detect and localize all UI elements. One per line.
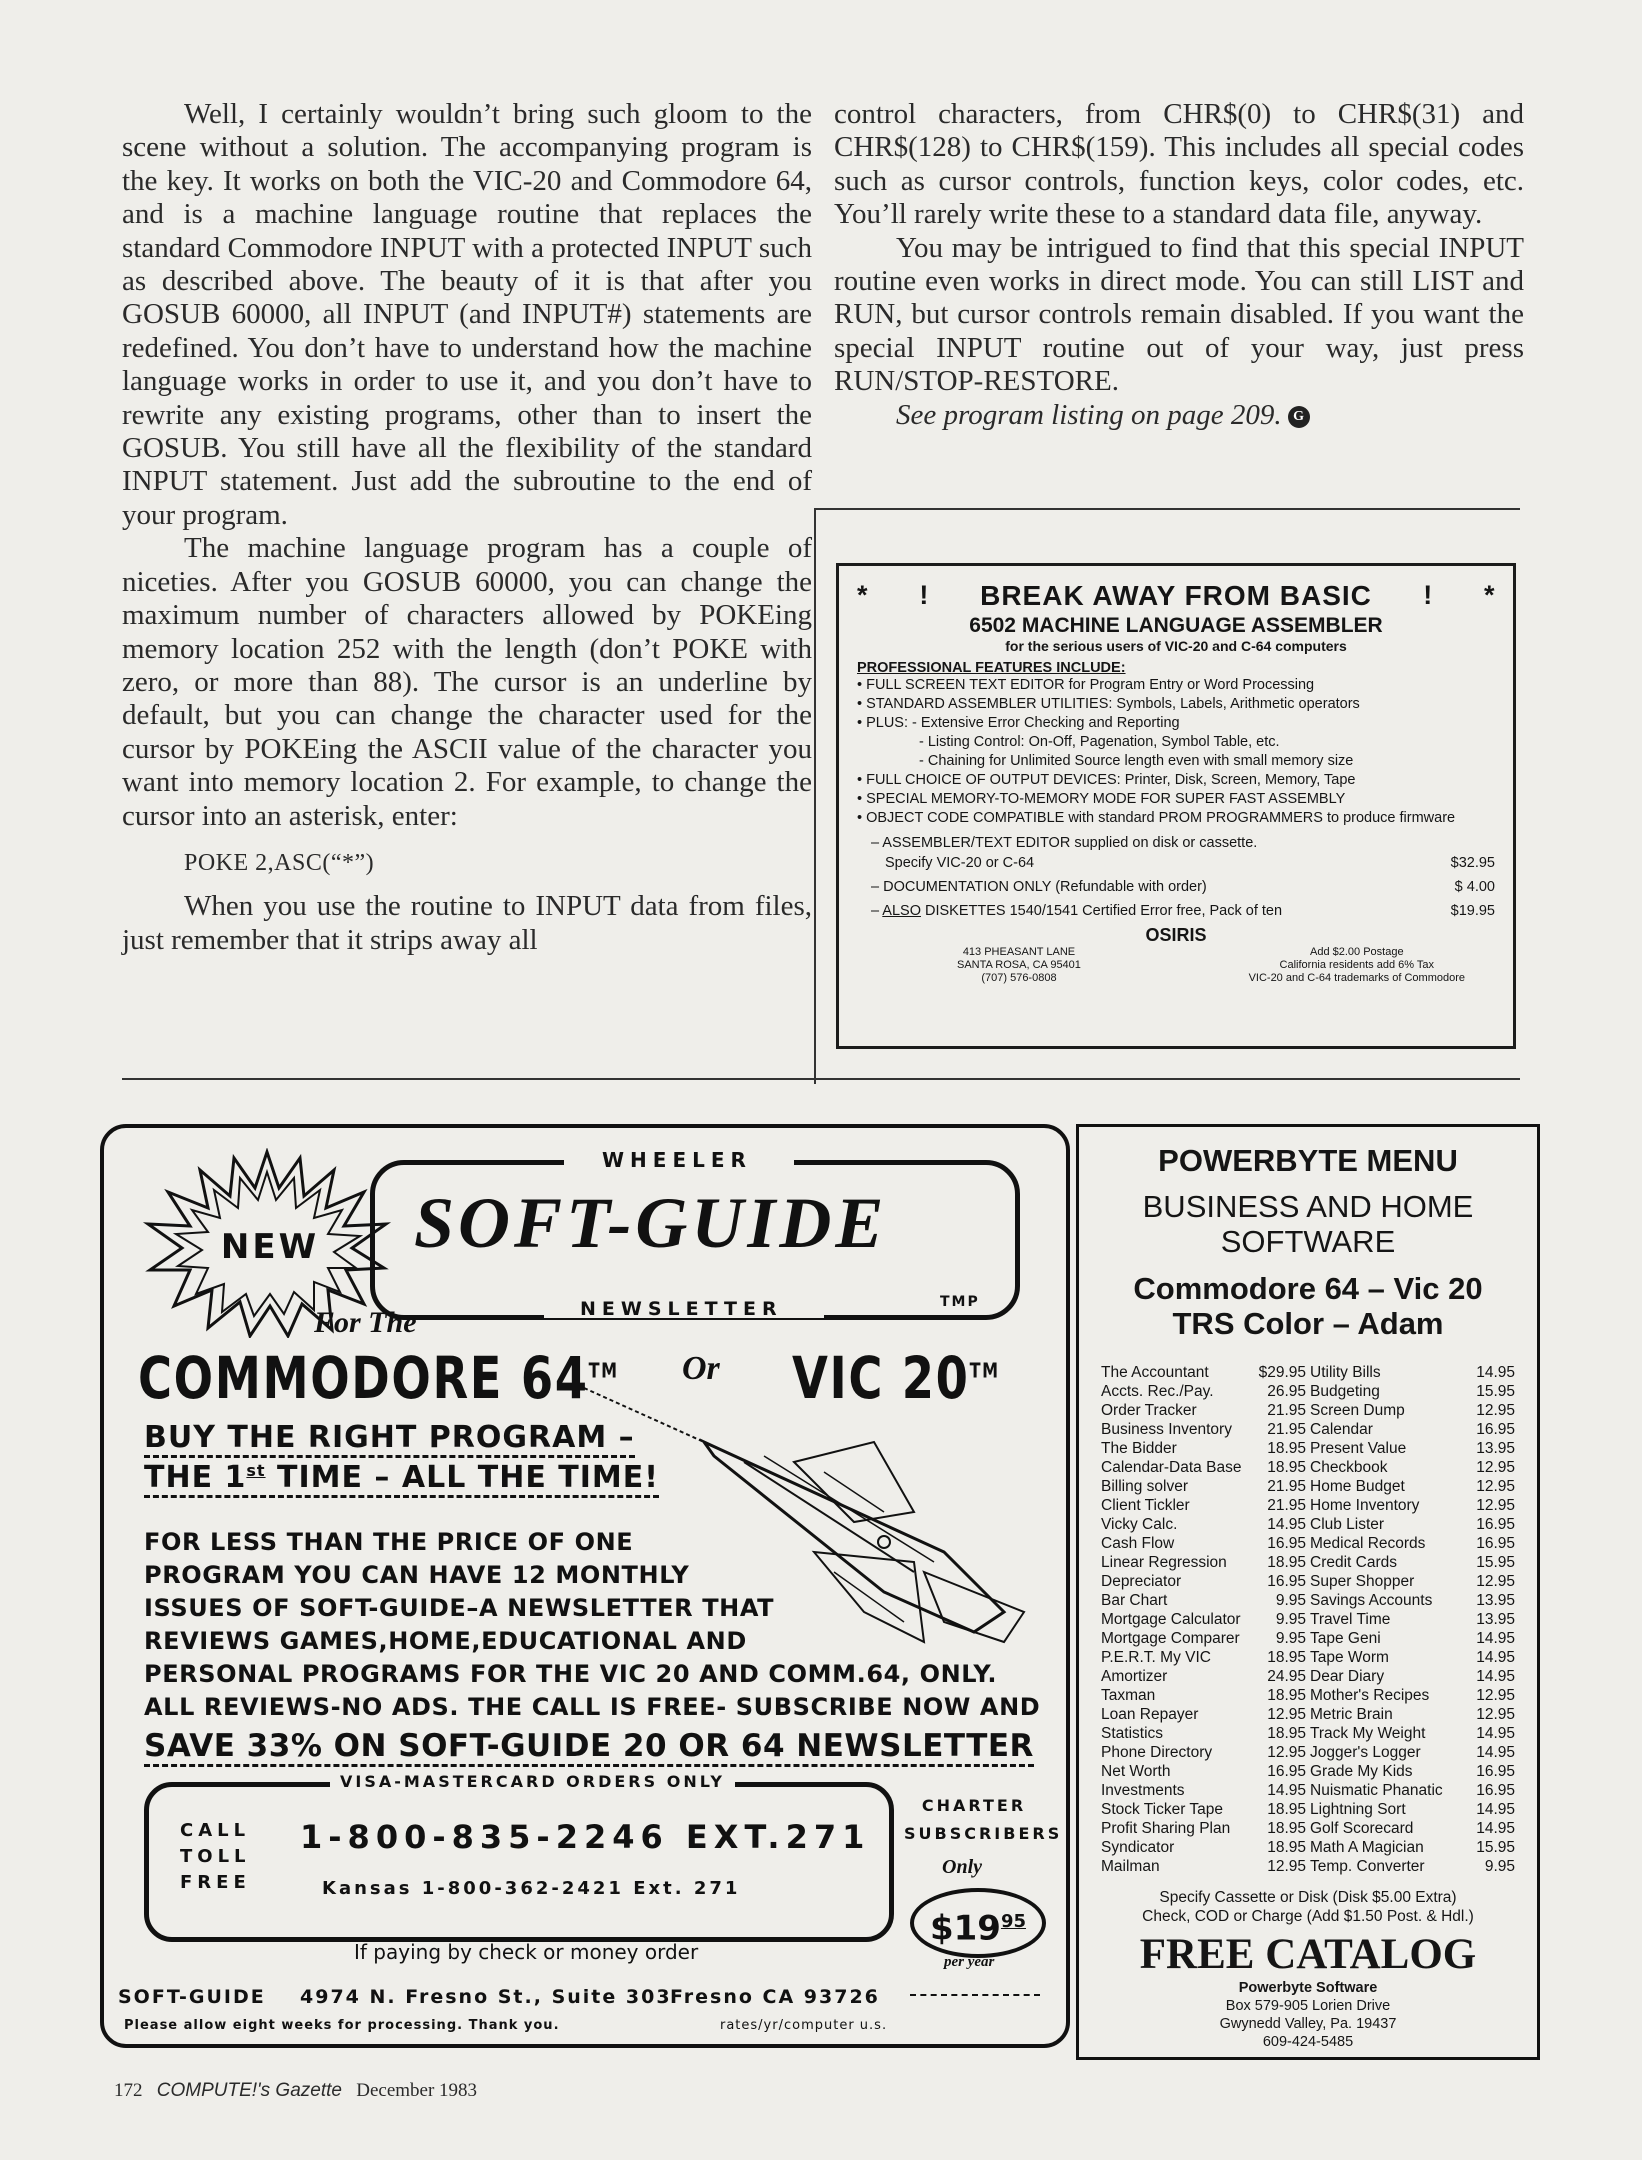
page-number: 172: [114, 2080, 143, 2101]
product-name: Calendar-Data Base: [1101, 1459, 1242, 1476]
product-name: The Accountant: [1101, 1364, 1209, 1381]
product-name: Tape Worm: [1310, 1649, 1389, 1666]
price-list-item: [1310, 1705, 1515, 1724]
article-column-2: [834, 98, 1524, 432]
price-list-item: [1101, 1534, 1306, 1553]
product-price: 12.95: [1267, 1706, 1306, 1723]
product-name: Super Shopper: [1310, 1573, 1415, 1590]
product-name: Lightning Sort: [1310, 1801, 1406, 1818]
commodore-64-heading: COMMODORE 64™: [138, 1344, 619, 1412]
price-list-item: [1101, 1363, 1306, 1382]
osiris-headline-row: [857, 580, 1495, 612]
product-price: 18.95: [1267, 1554, 1306, 1571]
product-price: 21.95: [1267, 1478, 1306, 1495]
product-name: Mortgage Calculator: [1101, 1611, 1241, 1628]
price-list-item: [1101, 1439, 1306, 1458]
product-name: Metric Brain: [1310, 1706, 1393, 1723]
product-price: 18.95: [1267, 1649, 1306, 1666]
product-price: 12.95: [1476, 1706, 1515, 1723]
price-value: $19.95: [1450, 903, 1495, 919]
address-name: SOFT-GUIDE: [118, 1986, 266, 2008]
price-list-item: [1101, 1553, 1306, 1572]
osiris-headline: BREAK AWAY FROM BASIC: [980, 580, 1372, 611]
product-price: 9.95: [1275, 1611, 1306, 1628]
product-price: 14.95: [1267, 1516, 1306, 1533]
product-name: Amortizer: [1101, 1668, 1168, 1685]
price-list-item: [1101, 1648, 1306, 1667]
price-list-item: [1310, 1762, 1515, 1781]
product-name: Profit Sharing Plan: [1101, 1820, 1231, 1837]
features-label: PROFESSIONAL FEATURES INCLUDE:: [857, 660, 1126, 676]
osiris-ad: [836, 563, 1516, 1049]
product-price: 18.95: [1267, 1725, 1306, 1742]
product-name: Credit Cards: [1310, 1554, 1397, 1571]
product-price: 18.95: [1267, 1687, 1306, 1704]
product-price: 14.95: [1476, 1820, 1515, 1837]
article-paragraph: You may be intrigued to find that this special INPUT routine even works in direct mode. You can still LIST and RUN, but cursor controls remain disabled. If you want the special INPUT routine out of your way, just press RUN/STOP-RESTORE.: [834, 231, 1524, 398]
product-price: 21.95: [1267, 1402, 1306, 1419]
price-list-item: [1101, 1686, 1306, 1705]
product-name: Billing solver: [1101, 1478, 1189, 1495]
product-price: 13.95: [1476, 1611, 1515, 1628]
product-price: 15.95: [1476, 1554, 1515, 1571]
price-list-item: [1310, 1401, 1515, 1420]
product-price: 12.95: [1476, 1497, 1515, 1514]
product-price: 16.95: [1476, 1421, 1515, 1438]
price-list-item: [1310, 1610, 1515, 1629]
price-list-item: [1310, 1515, 1515, 1534]
new-label: NEW: [220, 1227, 320, 1267]
order-terms: Specify Cassette or Disk (Disk $5.00 Extra) Check, COD or Charge (Add $1.50 Post. & Hdl.): [1142, 1889, 1474, 1925]
price-list-item: [1101, 1477, 1306, 1496]
feature-item: • FULL SCREEN TEXT EDITOR for Program Entry or Word Processing: [857, 677, 1315, 693]
feature-item: - Chaining for Unlimited Source length even with small memory size: [919, 753, 1354, 769]
product-price: 21.95: [1267, 1497, 1306, 1514]
product-name: Tape Geni: [1310, 1630, 1381, 1647]
product-name: Mailman: [1101, 1858, 1160, 1875]
see-listing-note: [896, 399, 1524, 432]
company-name: OSIRIS: [1145, 925, 1207, 945]
price-list-item: [1310, 1572, 1515, 1591]
product-name: Present Value: [1310, 1440, 1407, 1457]
product-price: 9.95: [1275, 1592, 1306, 1609]
product-name: Dear Diary: [1310, 1668, 1385, 1685]
soft-guide-body: FOR LESS THAN THE PRICE OF ONE PROGRAM YOU CAN HAVE 12 MONTHLY ISSUES OF SOFT-GUIDE–A NEWSLETTER THAT REVIEWS GAMES,HOME,EDUCATIONAL AND PERSONAL PROGRAMS FOR THE VIC 20 AND COMM.64, ONLY. ALL REVIEWS-NO ADS. THE CALL IS FREE- SUBSCRIBE NOW AND: [144, 1528, 1041, 1721]
price-list-item: [1310, 1629, 1515, 1648]
product-name: Jogger's Logger: [1310, 1744, 1421, 1761]
phone-box: [144, 1782, 894, 1942]
subscription-price: $\$19^{95}$: [910, 1888, 1046, 1958]
product-name: Vicky Calc.: [1101, 1516, 1178, 1533]
article-paragraph: control characters, from CHR$(0) to CHR$(31) and CHR$(128) to CHR$(159). This includes all special codes such as cursor controls, function keys, color codes, etc. You’ll rarely write these to a standard data file, anyway.: [834, 98, 1524, 231]
product-price: 14.95: [1476, 1801, 1515, 1818]
kansas-phone: Kansas 1-800-362-2421 Ext. 271: [322, 1878, 741, 1899]
price-list-item: [1101, 1724, 1306, 1743]
rates-note: rates/yr/computer u.s.: [720, 2018, 888, 2033]
product-price: 18.95: [1267, 1459, 1306, 1476]
vic-20-heading: VIC 20™: [792, 1344, 1000, 1412]
product-name: Loan Repayer: [1101, 1706, 1199, 1723]
check-note: If paying by check or money order: [354, 1940, 699, 1964]
price-list-item: [1310, 1667, 1515, 1686]
product-price: 13.95: [1476, 1440, 1515, 1457]
product-price: 16.95: [1267, 1535, 1306, 1552]
price-value: $32.95: [1450, 855, 1495, 871]
product-name: Savings Accounts: [1310, 1592, 1433, 1609]
price-label: Specify VIC-20 or C-64: [885, 855, 1035, 871]
product-name: Budgeting: [1310, 1383, 1380, 1400]
powerbyte-platforms: Commodore 64 – Vic 20 TRS Color – Adam: [1133, 1271, 1483, 1341]
toll-free-phone: 1-800-835-2246 EXT.271: [300, 1818, 871, 1856]
product-name: Linear Regression: [1101, 1554, 1227, 1571]
product-price: 14.95: [1476, 1668, 1515, 1685]
price-list-item: [1310, 1496, 1515, 1515]
price-list-item: [1101, 1762, 1306, 1781]
price-list-item: [1101, 1667, 1306, 1686]
product-price: 12.95: [1267, 1744, 1306, 1761]
price-list-item: [1310, 1439, 1515, 1458]
price-row: [857, 877, 1495, 897]
product-price: 12.95: [1476, 1687, 1515, 1704]
price-list-item: [1101, 1591, 1306, 1610]
soft-guide-ad: [100, 1124, 1070, 2048]
product-price: 12.95: [1476, 1478, 1515, 1495]
address-city: Fresno CA 93726: [670, 1986, 880, 2008]
product-price: 14.95: [1476, 1364, 1515, 1381]
price-list-item: [1101, 1382, 1306, 1401]
powerbyte-title: POWERBYTE MENU: [1158, 1143, 1458, 1178]
feature-item: • PLUS: - Extensive Error Checking and Reporting: [857, 715, 1180, 731]
product-name: Temp. Converter: [1310, 1858, 1425, 1875]
product-name: Golf Scorecard: [1310, 1820, 1414, 1837]
price-list-item: [1310, 1458, 1515, 1477]
price-list-item: [1310, 1420, 1515, 1439]
price-list-item: [1101, 1515, 1306, 1534]
product-name: Order Tracker: [1101, 1402, 1197, 1419]
price-list-item: [1310, 1800, 1515, 1819]
price-list-item: [1101, 1705, 1306, 1724]
star-icon: *: [857, 580, 869, 610]
feature-item: • STANDARD ASSEMBLER UTILITIES: Symbols, Labels, Arithmetic operators: [857, 696, 1360, 712]
product-name: Checkbook: [1310, 1459, 1388, 1476]
powerbyte-subtitle: BUSINESS AND HOME SOFTWARE: [1142, 1189, 1474, 1259]
product-price: 12.95: [1476, 1402, 1515, 1419]
price-list-item: [1310, 1591, 1515, 1610]
product-name: Taxman: [1101, 1687, 1156, 1704]
product-price: 14.95: [1476, 1649, 1515, 1666]
product-price: 12.95: [1476, 1573, 1515, 1590]
bang-icon: !: [919, 580, 929, 610]
product-name: The Bidder: [1101, 1440, 1177, 1457]
product-price: 16.95: [1476, 1516, 1515, 1533]
product-name: Depreciator: [1101, 1573, 1182, 1590]
per-year-label: per year: [944, 1954, 995, 1970]
price-list-item: [1310, 1686, 1515, 1705]
newsletter-label: NEWSLETTER: [580, 1298, 783, 1320]
feature-item: • SPECIAL MEMORY-TO-MEMORY MODE FOR SUPER FAST ASSEMBLY: [857, 791, 1346, 807]
product-name: Club Lister: [1310, 1516, 1385, 1533]
for-the-label: For The: [314, 1306, 417, 1339]
buy-line-2: THE 1st TIME – ALL THE TIME!: [144, 1460, 659, 1498]
price-list-item: [1101, 1496, 1306, 1515]
product-name: Accts. Rec./Pay.: [1101, 1383, 1214, 1400]
price-list-item: [1310, 1781, 1515, 1800]
price-list-item: [1101, 1629, 1306, 1648]
price-list-item: [1101, 1401, 1306, 1420]
price-list-item: [1310, 1477, 1515, 1496]
free-catalog-heading: FREE CATALOG: [1139, 1931, 1477, 1978]
feature-item: • FULL CHOICE OF OUTPUT DEVICES: Printer, Disk, Screen, Memory, Tape: [857, 772, 1356, 788]
product-price: 18.95: [1267, 1440, 1306, 1457]
price-list-item: [1310, 1363, 1515, 1382]
product-name: Medical Records: [1310, 1535, 1426, 1552]
article-paragraph: The machine language program has a couple of niceties. After you GOSUB 60000, you can change the maximum number of characters allowed by POKEing memory location 252 with the length (don’t POKE with zero, or more than 88). The cursor is an underline by default, but you can change the character used for the cursor by POKEing the ASCII value of the character you want into memory location 2. For example, to change the cursor into an asterisk, enter:: [122, 532, 812, 832]
product-name: Business Inventory: [1101, 1421, 1232, 1438]
product-name: Stock Ticker Tape: [1101, 1801, 1224, 1818]
price-row: [857, 853, 1495, 873]
product-name: Screen Dump: [1310, 1402, 1405, 1419]
price-list-item: [1101, 1572, 1306, 1591]
product-name: Mortgage Comparer: [1101, 1630, 1240, 1647]
product-name: Net Worth: [1101, 1763, 1171, 1780]
save-offer: SAVE 33% ON SOFT-GUIDE 20 OR 64 NEWSLETTER: [144, 1728, 1034, 1767]
product-name: Calendar: [1310, 1421, 1373, 1438]
price-list-item: [1101, 1838, 1306, 1857]
price-label: – DOCUMENTATION ONLY (Refundable with order): [871, 879, 1207, 895]
product-name: Investments: [1101, 1782, 1185, 1799]
price-value: $ 4.00: [1454, 879, 1495, 895]
address-street: 4974 N. Fresno St., Suite 303: [300, 1986, 672, 2008]
product-price: 15.95: [1476, 1839, 1515, 1856]
section-rule: [122, 1078, 1520, 1080]
allow-note: Please allow eight weeks for processing. Thank you.: [124, 2018, 560, 2033]
price-list-left: [1101, 1363, 1306, 1876]
column-rule: [816, 508, 1520, 510]
osiris-title: 6502 MACHINE LANGUAGE ASSEMBLER: [969, 614, 1383, 637]
price-list-right: [1310, 1363, 1515, 1876]
product-price: 16.95: [1476, 1782, 1515, 1799]
product-name: Track My Weight: [1310, 1725, 1426, 1742]
product-name: Home Budget: [1310, 1478, 1405, 1495]
osiris-subtitle: for the serious users of VIC-20 and C-64 computers: [1005, 638, 1347, 654]
product-price: 18.95: [1267, 1820, 1306, 1837]
product-name: Syndicator: [1101, 1839, 1175, 1856]
product-name: Travel Time: [1310, 1611, 1391, 1628]
product-price: 16.95: [1476, 1535, 1515, 1552]
price-list-item: [1310, 1819, 1515, 1838]
star-icon: *: [1483, 580, 1495, 610]
product-name: Mother's Recipes: [1310, 1687, 1430, 1704]
product-price: 18.95: [1267, 1839, 1306, 1856]
product-price: 9.95: [1275, 1630, 1306, 1647]
phone-number: (707) 576-0808: [981, 972, 1057, 984]
product-price: 18.95: [1267, 1801, 1306, 1818]
product-name: Utility Bills: [1310, 1364, 1381, 1381]
issue-date: December 1983: [356, 2080, 478, 2101]
product-price: 9.95: [1484, 1858, 1515, 1875]
product-price: 21.95: [1267, 1421, 1306, 1438]
price-list-item: [1101, 1458, 1306, 1477]
product-price: 14.95: [1267, 1782, 1306, 1799]
trademark-note: VIC-20 and C-64 trademarks of Commodore: [1248, 972, 1465, 984]
product-price: 24.95: [1267, 1668, 1306, 1685]
postage-note: Add $2.00 Postage: [1309, 946, 1404, 958]
company-address: [857, 946, 1495, 985]
product-price: 12.95: [1476, 1459, 1515, 1476]
price-list-item: [1310, 1724, 1515, 1743]
product-price: 14.95: [1476, 1630, 1515, 1647]
product-price: 26.95: [1267, 1383, 1306, 1400]
price-list-item: [1310, 1534, 1515, 1553]
page-footer: [114, 2080, 477, 2102]
powerbyte-ad: [1076, 1124, 1540, 2060]
price-item: – ASSEMBLER/TEXT EDITOR supplied on disk or cassette.: [871, 835, 1258, 851]
product-name: Phone Directory: [1101, 1744, 1213, 1761]
price-list-item: [1310, 1743, 1515, 1762]
product-price: 14.95: [1476, 1725, 1515, 1742]
product-price: 12.95: [1267, 1858, 1306, 1875]
magazine-name: COMPUTE!'s Gazette: [156, 2080, 342, 2101]
price-list-item: [1310, 1648, 1515, 1667]
wheeler-label: WHEELER: [602, 1148, 752, 1172]
price-list-item: [1101, 1743, 1306, 1762]
tmp-mark: TMP: [940, 1294, 980, 1310]
code-example: POKE 2,ASC(“*”): [184, 849, 375, 876]
only-label: Only: [942, 1856, 982, 1878]
product-name: Grade My Kids: [1310, 1763, 1413, 1780]
price-list-item: [1310, 1857, 1515, 1876]
tax-note: California residents add 6% Tax: [1279, 959, 1435, 971]
or-label: Or: [682, 1350, 720, 1387]
product-name: Client Tickler: [1101, 1497, 1190, 1514]
article-column-1: [122, 98, 812, 957]
product-name: Statistics: [1101, 1725, 1164, 1742]
product-price: $29.95: [1258, 1364, 1306, 1381]
product-name: Cash Flow: [1101, 1535, 1175, 1552]
address-line: SANTA ROSA, CA 95401: [957, 959, 1081, 971]
call-toll-free: CALL TOLL FREE: [180, 1820, 251, 1893]
bang-icon: !: [1423, 580, 1433, 610]
article-paragraph: When you use the routine to INPUT data from files, just remember that it strips away all: [122, 890, 812, 956]
price-list-item: [1101, 1420, 1306, 1439]
article-paragraph: Well, I certainly wouldn’t bring such gloom to the scene without a solution. The accompanying program is the key. It works on both the VIC-20 and Commodore 64, and is a machine language routine that replaces the standard Commodore INPUT with a protected INPUT such as described above. The beauty of it is that after you GOSUB 60000, all INPUT (and INPUT#) statements are redefined. You don’t have to understand how the machine language works in order to use it, and you don’t have to rewrite any existing programs, other than to insert the GOSUB. You still have all the flexibility of the standard INPUT statement. Just add the subroutine to the end of your program.: [122, 98, 812, 531]
gazette-logo-icon: G: [1288, 406, 1310, 428]
product-name: Math A Magician: [1310, 1839, 1424, 1856]
price-list-item: [1101, 1857, 1306, 1876]
product-name: Home Inventory: [1310, 1497, 1420, 1514]
column-rule: [814, 508, 816, 1084]
price-row: [857, 901, 1495, 921]
price-label: – ALSO DISKETTES 1540/1541 Certified Error free, Pack of ten: [871, 903, 1283, 919]
feature-item: - Listing Control: On-Off, Pagenation, Symbol Table, etc.: [919, 734, 1280, 750]
product-price: 16.95: [1267, 1573, 1306, 1590]
price-list-item: [1310, 1553, 1515, 1572]
product-price: 16.95: [1267, 1763, 1306, 1780]
product-name: Bar Chart: [1101, 1592, 1168, 1609]
product-price: 15.95: [1476, 1383, 1515, 1400]
price-list-item: [1101, 1800, 1306, 1819]
price-list-item: [1101, 1819, 1306, 1838]
product-price: 14.95: [1476, 1744, 1515, 1761]
charter-subscribers: CHARTER SUBSCRIBERS: [904, 1796, 1063, 1843]
price-list-item: [1101, 1781, 1306, 1800]
product-name: P.E.R.T. My VIC: [1101, 1649, 1211, 1666]
product-name: Nuismatic Phanatic: [1310, 1782, 1443, 1799]
address-line: 413 PHEASANT LANE: [962, 946, 1076, 958]
price-list-item: [1310, 1838, 1515, 1857]
powerbyte-address: Powerbyte Software Box 579-905 Lorien Drive Gwynedd Valley, Pa. 19437 609-424-5485: [1219, 1980, 1397, 2050]
divider: [910, 1994, 1040, 1996]
software-price-list: [1079, 1363, 1537, 1876]
product-price: 13.95: [1476, 1592, 1515, 1609]
product-price: 16.95: [1476, 1763, 1515, 1780]
feature-item: • OBJECT CODE COMPATIBLE with standard PROM PROGRAMMERS to produce firmware: [857, 810, 1456, 826]
price-list-item: [1310, 1382, 1515, 1401]
buy-line-1: BUY THE RIGHT PROGRAM –: [144, 1420, 635, 1458]
see-listing-text: See program listing on page 209.: [896, 398, 1282, 431]
visa-mastercard-note: VISA-MASTERCARD ORDERS ONLY: [330, 1772, 735, 1791]
soft-guide-title: SOFT-GUIDE: [414, 1183, 888, 1263]
price-list-item: [1101, 1610, 1306, 1629]
